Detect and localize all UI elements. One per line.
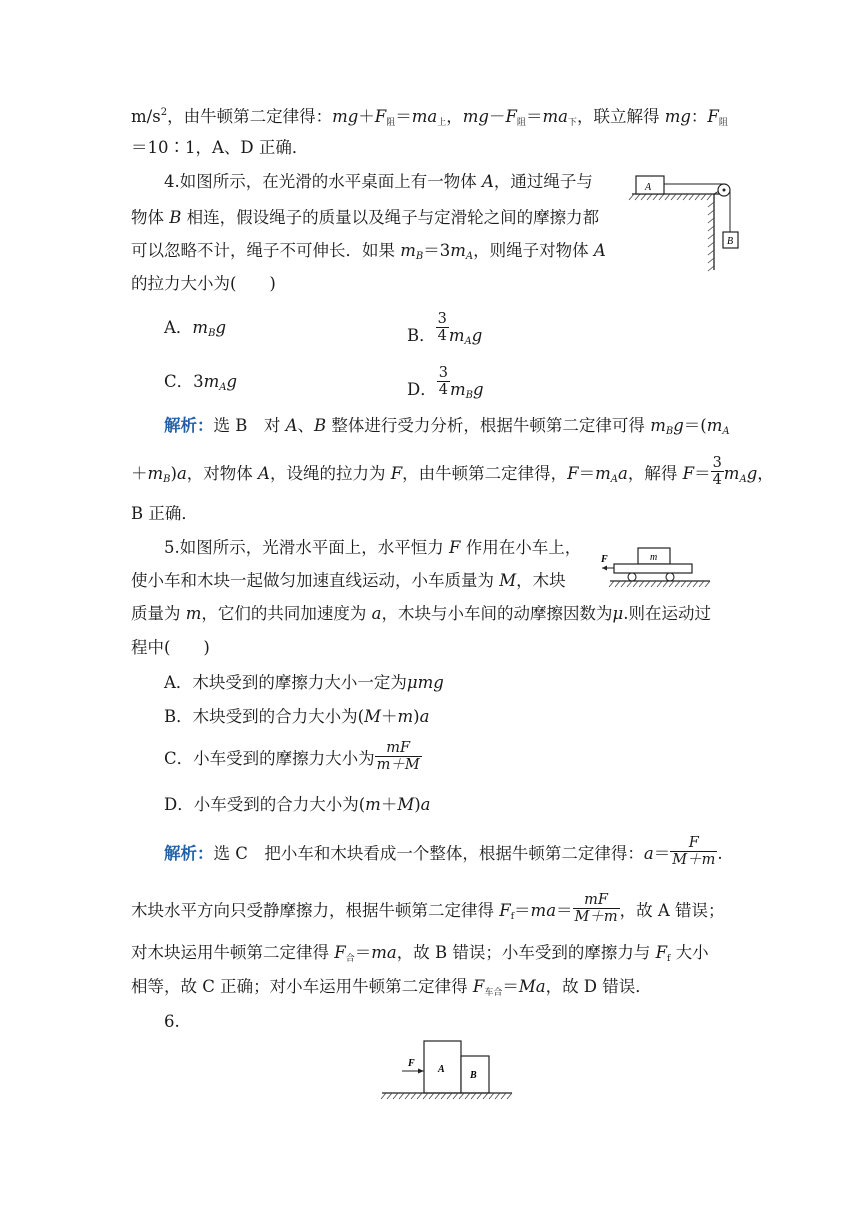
- svg-text:F: F: [601, 554, 608, 565]
- svg-text:A: A: [645, 182, 652, 193]
- svg-text:B: B: [727, 236, 734, 247]
- q4-line-1: 4.如图所示，在光滑的水平桌面上有一物体 A，通过绳子与: [164, 172, 593, 191]
- q6-number: 6.: [164, 1012, 180, 1031]
- svg-text:F: F: [408, 1058, 415, 1069]
- q5-solution-line-3: 对木块运用牛顿第二定律得 $F_合=ma$，故 B 错误；小车受到的摩擦力与 $F_f$ 大小: [131, 943, 709, 964]
- svg-text:B: B: [470, 1070, 477, 1081]
- q5-line-3: 质量为 m，它们的共同加速度为 a，木块与小车间的动摩擦因数为μ.则在运动过: [131, 604, 711, 623]
- q4-option-a: A．$m_Bg$: [164, 318, 226, 339]
- q5-option-c: C．小车受到的摩擦力大小为 $\frac{mF}{m+M}$: [164, 740, 420, 774]
- q5-option-d: D．小车受到的合力大小为(m＋M)a: [164, 795, 431, 814]
- q4-option-c: C．$3m_Ag$: [164, 372, 238, 393]
- q5-line-1: 5.如图所示，光滑水平面上，水平恒力 F 作用在小车上，: [164, 538, 582, 557]
- q5-line-4: 程中( ): [131, 638, 210, 657]
- q4-line-3: 可以忽略不计，绳子不可伸长．如果 $m_B=3m_A$，则绳子对物体 A: [131, 241, 606, 262]
- cart-wheel-left: [628, 573, 636, 581]
- q5-option-b: B．木块受到的合力大小为(M＋m)a: [164, 707, 430, 726]
- svg-text:m: m: [650, 552, 658, 563]
- q4-option-b: B． $\frac{3}{4}$ $m_Ag$: [407, 311, 483, 347]
- q4-line-4: 的拉力大小为( ): [131, 274, 276, 293]
- q4-option-d: D． $\frac{3}{4}$ $m_Bg$: [407, 365, 484, 401]
- cart-body: [614, 564, 692, 573]
- q4-solution-line-1: 解析：选 B 对 A、B 整体进行受力分析，根据牛顿第二定律可得 $m_Bg=(m_A$: [164, 416, 730, 437]
- q5-solution-line-1: 解析：选 C 把小车和木块看成一个整体，根据牛顿第二定律得：a＝ $\frac{F}{M+m}$ .: [164, 835, 723, 869]
- intro-line-1: $m/s^2$，由牛顿第二定律得：$mg+F_阻=ma_上$，$mg-F_阻=ma_下$，联立解得 mg：$F_阻$: [131, 107, 728, 128]
- q4-line-2: 物体 B 相连，假设绳子的质量以及绳子与定滑轮之间的摩擦力都: [131, 208, 600, 227]
- cart-wheel-right: [666, 573, 674, 581]
- q4-solution-line-2: $+m_B)a$，对物体 A，设绳的拉力为 F，由牛顿第二定律得，$F=m_Aa$，解得 F＝ $\frac{3}{4}$ $m_Ag$，: [131, 455, 774, 489]
- q5-solution-line-2: 木块水平方向只受静摩擦力，根据牛顿第二定律得 $F_f=ma=$ $\frac{mF}{M+m}$ ，故 A 错误；: [131, 892, 725, 926]
- q5-solution-line-4: 相等，故 C 正确；对小车运用牛顿第二定律得 $F_{车合}=Ma$，故 D 错误．: [131, 977, 652, 998]
- q5-cart-figure: [600, 542, 712, 592]
- q5-line-2: 使小车和木块一起做匀加速直线运动，小车质量为 M，木块: [131, 571, 566, 590]
- q4-solution-line-3: B 正确．: [131, 504, 198, 523]
- intro-line-2: ＝10∶1，A、D 正确．: [131, 138, 309, 157]
- svg-text:A: A: [438, 1064, 445, 1075]
- q5-option-a: A．木块受到的摩擦力大小一定为μmg: [164, 673, 444, 692]
- q6-blocks-figure: [380, 1038, 514, 1104]
- q4-pulley-figure: [628, 172, 748, 272]
